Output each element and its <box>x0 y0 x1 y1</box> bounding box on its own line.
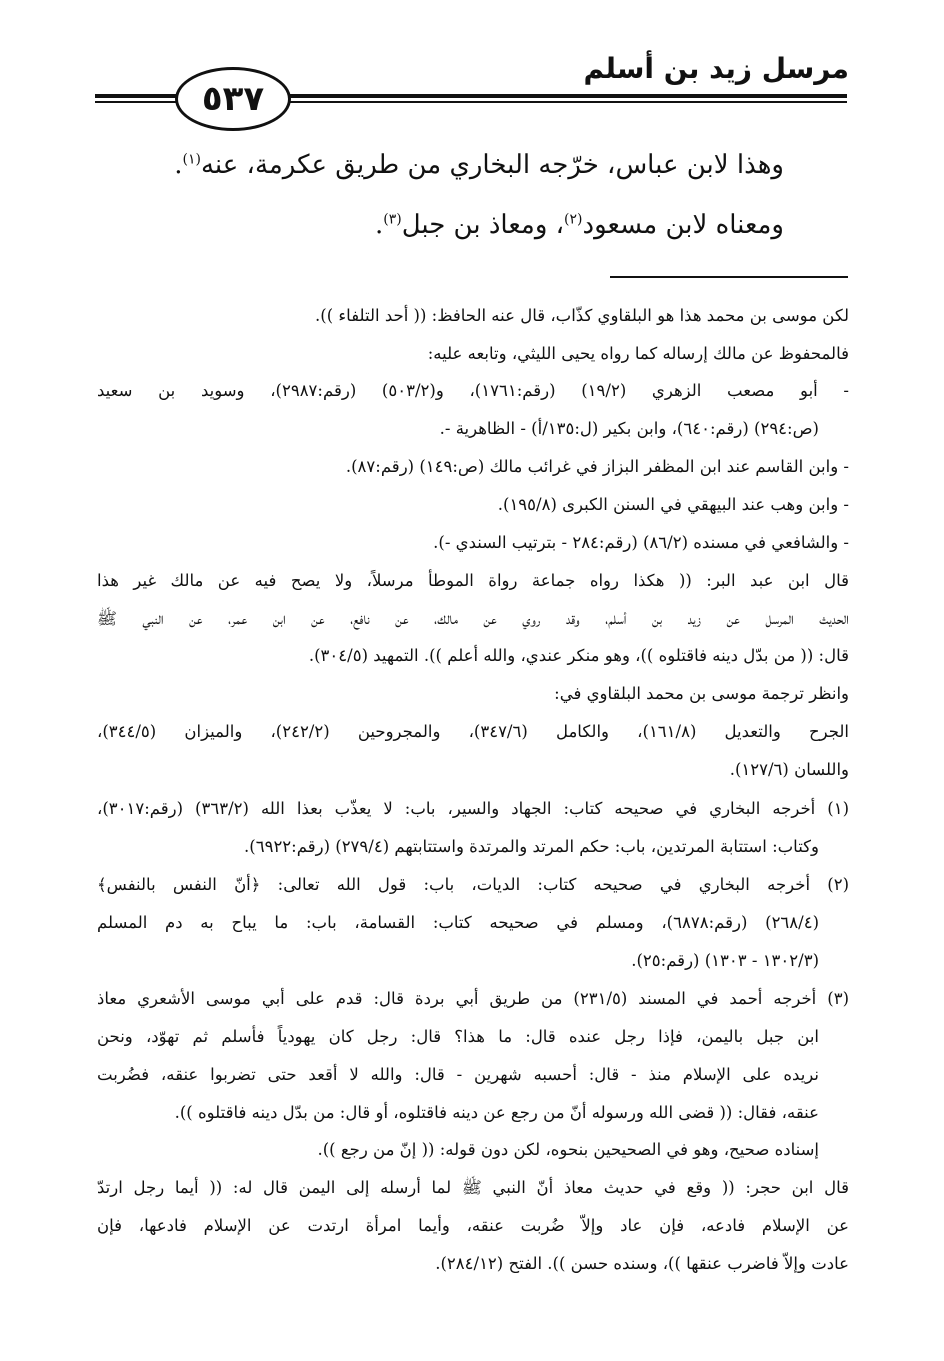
main-text-2a: ومعناه لابن مسعود <box>582 210 784 240</box>
note-line: - والشافعي في مسنده (٨٦/٢) (رقم:٢٨٤ - بترتيب السندي -). <box>433 533 849 552</box>
note-line: - وابن القاسم عند ابن المظفر البزاز في غرائب مالك (ص:١٤٩) (رقم:٨٧). <box>345 457 849 476</box>
note-line: (ص:٢٩٤) (رقم:٦٤٠)، وابن بكير (ل:١٣٥/أ) - الظاهرية -. <box>439 419 819 438</box>
note-line: عنقه، فقال: (( قضى الله ورسوله أنّ من رجع عن دينه فاقتلوه، أو قال: من بدّل دينه فاقتلوه )). <box>174 1103 819 1122</box>
main-text-1-end: . <box>174 150 183 180</box>
footnote-ref-1: (١) <box>182 151 201 168</box>
footnote-ref-3: (٣) <box>383 211 402 228</box>
main-text-2-end: . <box>374 210 384 240</box>
note-line: (١٣٠٢/٣ - ١٣٠٣) (رقم:٢٥). <box>631 951 819 970</box>
page-number-oval <box>175 67 291 131</box>
note-line: وانظر ترجمة موسى بن محمد البلقاوي في: <box>554 684 849 703</box>
note-line: فالمحفوظ عن مالك إرساله كما رواه يحيى الليثي، وتابعه عليه: <box>427 344 849 363</box>
note-line: عن الإسلام فادعه، فإن عاد وإلاّ ضُربت عنقه، وأيما امرأة ارتدت عن الإسلام فادعها، فإن <box>97 1216 849 1235</box>
note-line: نريده على الإسلام منذ - قال: أحسبه شهرين - قال: والله لا أقعد حتى تضربوا عنقه، فضُربت <box>97 1065 819 1084</box>
note-line: ابن جبل باليمن، فإذا رجل عنده قال: ما هذا؟ قال: رجل كان يهودياً فأسلم ثم تهوّد، ونحن <box>97 1027 819 1046</box>
footnote-ref-2: (٢) <box>564 211 583 228</box>
main-text-line-2 <box>144 210 784 240</box>
note-line: (٣) أخرجه أحمد في المسند (٢٣١/٥) من طريق أبي بردة قال: قدم على أبي موسى الأشعري معاذ <box>97 989 849 1008</box>
note-line: قال ابن حجر: (( وقع في حديث معاذ أنّ النبي ﷺ لما أرسله إلى اليمن قال له: (( أيما رجل ارتدّ <box>97 1178 849 1197</box>
page-number: ٥٣٧ <box>201 79 265 119</box>
note-line: - أبو مصعب الزهري (١٩/٢) (رقم:١٧٦١)، و(٥٠٣/٢) (رقم:٢٩٨٧)، وسويد بن سعيد <box>97 381 849 400</box>
note-line: قال ابن عبد البر: (( هكذا رواه جماعة رواة الموطأ مرسلاً، ولا يصح فيه عن مالك غير هذا <box>97 571 849 590</box>
footnote-separator <box>610 276 848 278</box>
note-line: واللسان (١٢٧/٦). <box>729 760 849 779</box>
note-line: (١) أخرجه البخاري في صحيحه كتاب: الجهاد والسير، باب: لا يعذّب بعذا الله (٣٦٣/٢) (رقم:٣٠١٧)، <box>97 799 850 818</box>
note-line: الحديث المرسل عن زيد بن أسلم، وقد روي عن مالك، عن نافع، عن ابن عمر، عن النبي ﷺ <box>97 609 849 628</box>
note-line: قال: (( من بدّل دينه فاقتلوه ))، وهو منكر عندي، والله أعلم )). التمهيد (٣٠٤/٥). <box>308 646 849 665</box>
note-line: (٢٦٨/٤) (رقم:٦٨٧٨)، ومسلم في صحيحه كتاب: القسامة، باب: ما يباح به دم المسلم <box>97 913 820 932</box>
note-line: إسناده صحيح، وهو في الصحيحين بنحوه، لكن دون قوله: (( إنّ من رجع )). <box>317 1140 819 1159</box>
note-line: - وابن وهب عند البيهقي في السنن الكبرى (١٩٥/٨). <box>497 495 849 514</box>
note-line: لكن موسى بن محمد هذا هو البلقاوي كذّاب، قال عنه الحافظ: (( أحد التلفاء )). <box>315 306 849 325</box>
main-text-1: وهذا لابن عباس، خرّجه البخاري من طريق عكرمة، عنه <box>200 150 784 180</box>
note-line: الجرح والتعديل (١٦١/٨)، والكامل (٣٤٧/٦)، والمجروحين (٢٤٢/٢)، والميزان (٣٤٤/٥)، <box>97 722 849 741</box>
note-line: عادت وإلاّ فاضرب عنقها ))، وسنده حسن )). الفتح (٢٨٤/١٢). <box>435 1254 849 1273</box>
note-line: (٢) أخرجه البخاري في صحيحه كتاب: الديات، باب: قول الله تعالى: ﴿أنّ النفس بالنفس﴾ <box>97 875 849 894</box>
note-line: وكتاب: استتابة المرتدين، باب: حكم المرتد والمرتدة واستتابتهم (٢٧٩/٤) (رقم:٦٩٢٢). <box>244 837 819 856</box>
running-header-title: مرسل زيد بن أسلم <box>583 52 849 85</box>
main-text-2b: ، ومعاذ بن جبل <box>401 210 565 240</box>
main-text-line-1 <box>144 150 784 180</box>
